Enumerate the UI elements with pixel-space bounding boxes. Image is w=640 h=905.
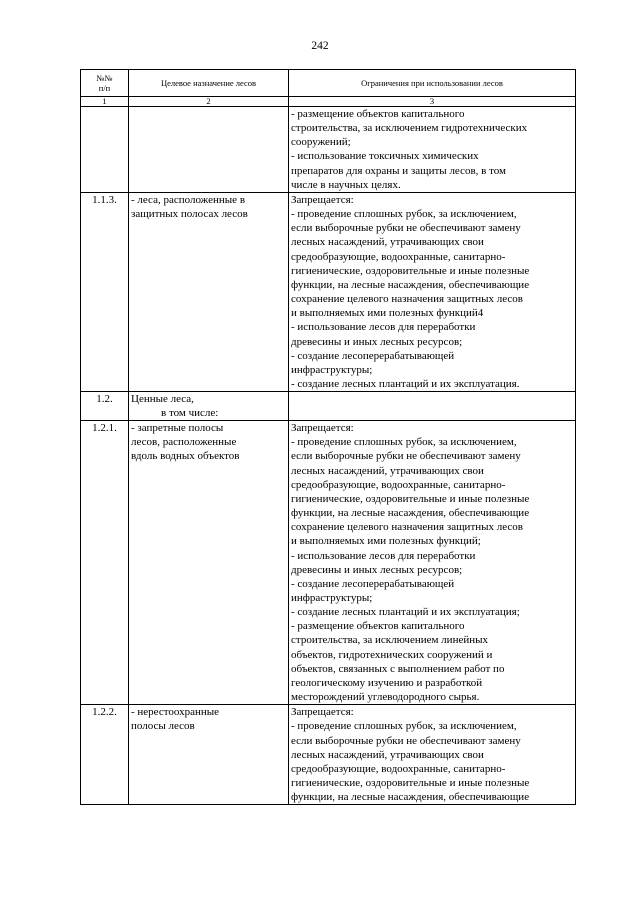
purpose-line: вдоль водных объектов (131, 450, 240, 463)
restriction-line: Запрещается: (291, 422, 354, 435)
purpose-cell (129, 192, 289, 391)
row-number-cell: 1.2.2. (81, 705, 129, 805)
restriction-line: объектов, связанных с выполнением работ по (291, 662, 505, 675)
header-purpose: Целевое назначение лесов (129, 70, 289, 97)
purpose-cell (129, 421, 289, 705)
restrictions-cell (289, 392, 576, 421)
purpose-line: - нерестоохранные (131, 706, 220, 719)
row-number-cell: 1.1.3. (81, 192, 129, 391)
restriction-line: - использование токсичных химических (291, 150, 479, 163)
column-number-row (81, 97, 576, 107)
restriction-line: лесных насаждений, утрачивающих свои (291, 464, 484, 477)
restriction-line: Запрещается: (291, 706, 354, 719)
restriction-line: и выполняемых ими полезных функций4 (291, 307, 484, 320)
restriction-line: объектов, гидротехнических сооружений и (291, 648, 493, 661)
restriction-line: - проведение сплошных рубок, за исключением, (291, 208, 517, 221)
restriction-line: геологическому изучению и разработкой (291, 676, 483, 689)
restriction-line: - использование лесов для переработки (291, 321, 476, 334)
purpose-line: - леса, расположенные в (131, 193, 246, 206)
purpose-line: полосы лесов (131, 720, 195, 733)
purpose-line: лесов, расположенные (131, 436, 237, 449)
restriction-line: - использование лесов для переработки (291, 549, 476, 562)
restrictions-cell (289, 421, 576, 705)
purpose-cell (129, 705, 289, 805)
restriction-line: Запрещается: (291, 193, 354, 206)
header-num-line: п/п (98, 83, 111, 93)
restriction-line: функции, на лесные насаждения, обеспечивающие (291, 278, 530, 291)
restriction-line: - проведение сплошных рубок, за исключением, (291, 436, 517, 449)
header-restrictions: Ограничения при использовании лесов (289, 70, 576, 97)
table-row (81, 192, 576, 391)
forest-restrictions-table (80, 69, 576, 805)
restriction-line: строительства, за исключением гидротехнических (291, 122, 528, 135)
restriction-line: - создание лесных плантаций и их эксплуатация. (291, 377, 520, 390)
restriction-line: - проведение сплошных рубок, за исключением, (291, 720, 517, 733)
purpose-cell (129, 392, 289, 421)
restriction-line: средообразующие, водоохранные, санитарно- (291, 478, 506, 491)
restriction-line: функции, на лесные насаждения, обеспечивающие (291, 507, 530, 520)
restriction-line: если выборочные рубки не обеспечивают замену (291, 450, 521, 463)
purpose-cell (129, 107, 289, 193)
restriction-line: - создание лесных плантаций и их эксплуатация; (291, 606, 520, 619)
restriction-line: - размещение объектов капитального (291, 620, 465, 633)
restriction-line: если выборочные рубки не обеспечивают замену (291, 734, 521, 747)
restriction-line: месторождений углеводородного сырья. (291, 691, 480, 704)
table-header-row (81, 70, 576, 97)
restriction-line: лесных насаждений, утрачивающих свои (291, 236, 484, 249)
restrictions-cell (289, 192, 576, 391)
column-number: 1 (81, 97, 129, 107)
column-number: 2 (129, 97, 289, 107)
restriction-line: средообразующие, водоохранные, санитарно- (291, 250, 506, 263)
header-num-line: №№ (96, 73, 113, 83)
restriction-line: гигиенические, оздоровительные и иные полезные (291, 492, 530, 505)
restriction-line: строительства, за исключением линейных (291, 634, 488, 647)
row-number-cell (81, 107, 129, 193)
restriction-line: древесины и иных лесных ресурсов; (291, 335, 463, 348)
row-number-cell: 1.2.1. (81, 421, 129, 705)
restrictions-cell (289, 705, 576, 805)
restriction-line: - создание лесоперерабатывающей (291, 577, 455, 590)
purpose-line: - запретные полосы (131, 422, 224, 435)
restriction-line: инфраструктуры; (291, 592, 373, 604)
purpose-line: в том числе: (161, 407, 219, 420)
row-number-cell: 1.2. (81, 392, 129, 421)
table-row (81, 705, 576, 805)
restriction-line: - размещение объектов капитального (291, 108, 465, 120)
table-row (81, 392, 576, 421)
restriction-line: инфраструктуры; (291, 363, 373, 376)
restriction-line: лесных насаждений, утрачивающих свои (291, 748, 484, 761)
restriction-line: сооружений; (291, 136, 351, 149)
restriction-line: средообразующие, водоохранные, санитарно- (291, 762, 506, 775)
header-num (81, 70, 129, 97)
restriction-line: гигиенические, оздоровительные и иные полезные (291, 264, 530, 277)
column-number: 3 (289, 97, 576, 107)
restriction-line: сохранение целевого назначения защитных лесов (291, 293, 523, 306)
restriction-line: - создание лесоперерабатывающей (291, 349, 455, 362)
restriction-line: числе в научных целях. (291, 178, 401, 191)
restriction-line: сохранение целевого назначения защитных лесов (291, 521, 523, 534)
restriction-line: препаратов для охраны и защиты лесов, в том (291, 164, 507, 177)
restriction-line: гигиенические, оздоровительные и иные полезные (291, 777, 530, 790)
restriction-line: если выборочные рубки не обеспечивают замену (291, 222, 521, 235)
restriction-line: и выполняемых ими полезных функций; (291, 535, 481, 548)
restriction-line: функции, на лесные насаждения, обеспечивающие (291, 791, 530, 804)
table-row (81, 107, 576, 193)
restriction-line: древесины и иных лесных ресурсов; (291, 563, 463, 576)
page-number: 242 (311, 40, 329, 52)
purpose-line: защитных полосах лесов (131, 207, 248, 220)
table-row (81, 421, 576, 705)
restrictions-cell (289, 107, 576, 193)
purpose-line: Ценные леса, (131, 393, 194, 406)
